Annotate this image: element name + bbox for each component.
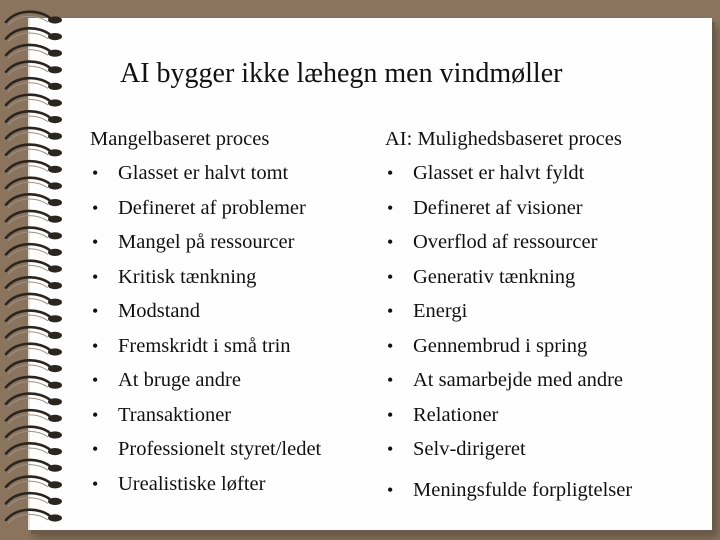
- bullet-icon: •: [92, 335, 99, 356]
- right-column: [385, 122, 703, 507]
- bullet-icon: •: [92, 473, 99, 494]
- list-item-text: Gennembrud i spring: [413, 334, 588, 357]
- list-item: [90, 156, 380, 191]
- bullet-icon: •: [387, 232, 394, 252]
- list-item-text: Relationer: [413, 403, 499, 426]
- list-item-text: Generativ tænkning: [413, 265, 576, 288]
- list-item-text: Meningsfulde forpligtelser: [413, 478, 633, 501]
- list-item: [385, 156, 703, 191]
- list-item-text: At samarbejde med andre: [413, 369, 624, 391]
- bullet-icon: •: [387, 266, 394, 287]
- bullet-icon: •: [387, 335, 394, 356]
- list-item-text: Transaktioner: [118, 403, 232, 426]
- list-item: [90, 329, 380, 364]
- list-item-text: Selv-dirigeret: [413, 438, 526, 460]
- bullet-icon: •: [387, 479, 394, 500]
- list-item: [385, 329, 703, 364]
- left-column: [90, 122, 380, 501]
- list-item-text: Professionelt styret/ledet: [118, 438, 322, 460]
- list-item-text: Defineret af problemer: [118, 196, 306, 219]
- bullet-icon: •: [387, 301, 394, 321]
- list-item: [385, 363, 703, 398]
- list-item: [385, 191, 703, 226]
- list-item: [90, 225, 380, 260]
- list-item: [90, 260, 380, 295]
- left-column-heading: Mangelbaseret proces: [90, 128, 270, 150]
- left-bullet-list: [90, 156, 380, 501]
- slide-title: AI bygger ikke læhegn men vindmøller: [120, 58, 563, 89]
- list-item-text: Fremskridt i små trin: [118, 334, 291, 357]
- bullet-icon: •: [387, 197, 394, 218]
- bullet-icon: •: [387, 404, 394, 425]
- list-item: [385, 225, 703, 260]
- list-item: [90, 398, 380, 433]
- list-item: [90, 294, 380, 329]
- list-item-text: Energi: [413, 300, 468, 322]
- right-column-heading: AI: Mulighedsbaseret proces: [385, 128, 622, 150]
- bullet-icon: •: [92, 266, 99, 287]
- list-item: [90, 467, 380, 502]
- list-item-text: Defineret af visioner: [413, 196, 583, 219]
- bullet-icon: •: [92, 439, 99, 459]
- bullet-icon: •: [92, 197, 99, 218]
- bullet-icon: •: [387, 163, 394, 183]
- bullet-icon: •: [92, 232, 99, 252]
- bullet-icon: •: [92, 370, 99, 390]
- list-item: [385, 432, 703, 467]
- list-item: [90, 432, 380, 467]
- right-bullet-list: [385, 156, 703, 507]
- list-item: [385, 260, 703, 295]
- bullet-icon: •: [387, 370, 394, 390]
- list-item-text: Glasset er halvt fyldt: [413, 162, 585, 184]
- list-item-text: Overflod af ressourcer: [413, 231, 598, 253]
- list-item: [385, 398, 703, 433]
- spiral-binding-icon: [0, 6, 80, 536]
- list-item: [385, 473, 703, 508]
- list-item-text: Glasset er halvt tomt: [118, 162, 289, 184]
- bullet-icon: •: [92, 404, 99, 425]
- list-item: [90, 363, 380, 398]
- list-item-text: Kritisk tænkning: [118, 265, 257, 288]
- list-item: [90, 191, 380, 226]
- list-item: [385, 294, 703, 329]
- bullet-icon: •: [92, 301, 99, 321]
- bullet-icon: •: [387, 439, 394, 459]
- bullet-icon: •: [92, 163, 99, 183]
- list-item-text: Modstand: [118, 300, 200, 322]
- list-item-text: At bruge andre: [118, 369, 241, 391]
- list-item-text: Mangel på ressourcer: [118, 231, 295, 253]
- list-item-text: Urealistiske løfter: [118, 472, 266, 495]
